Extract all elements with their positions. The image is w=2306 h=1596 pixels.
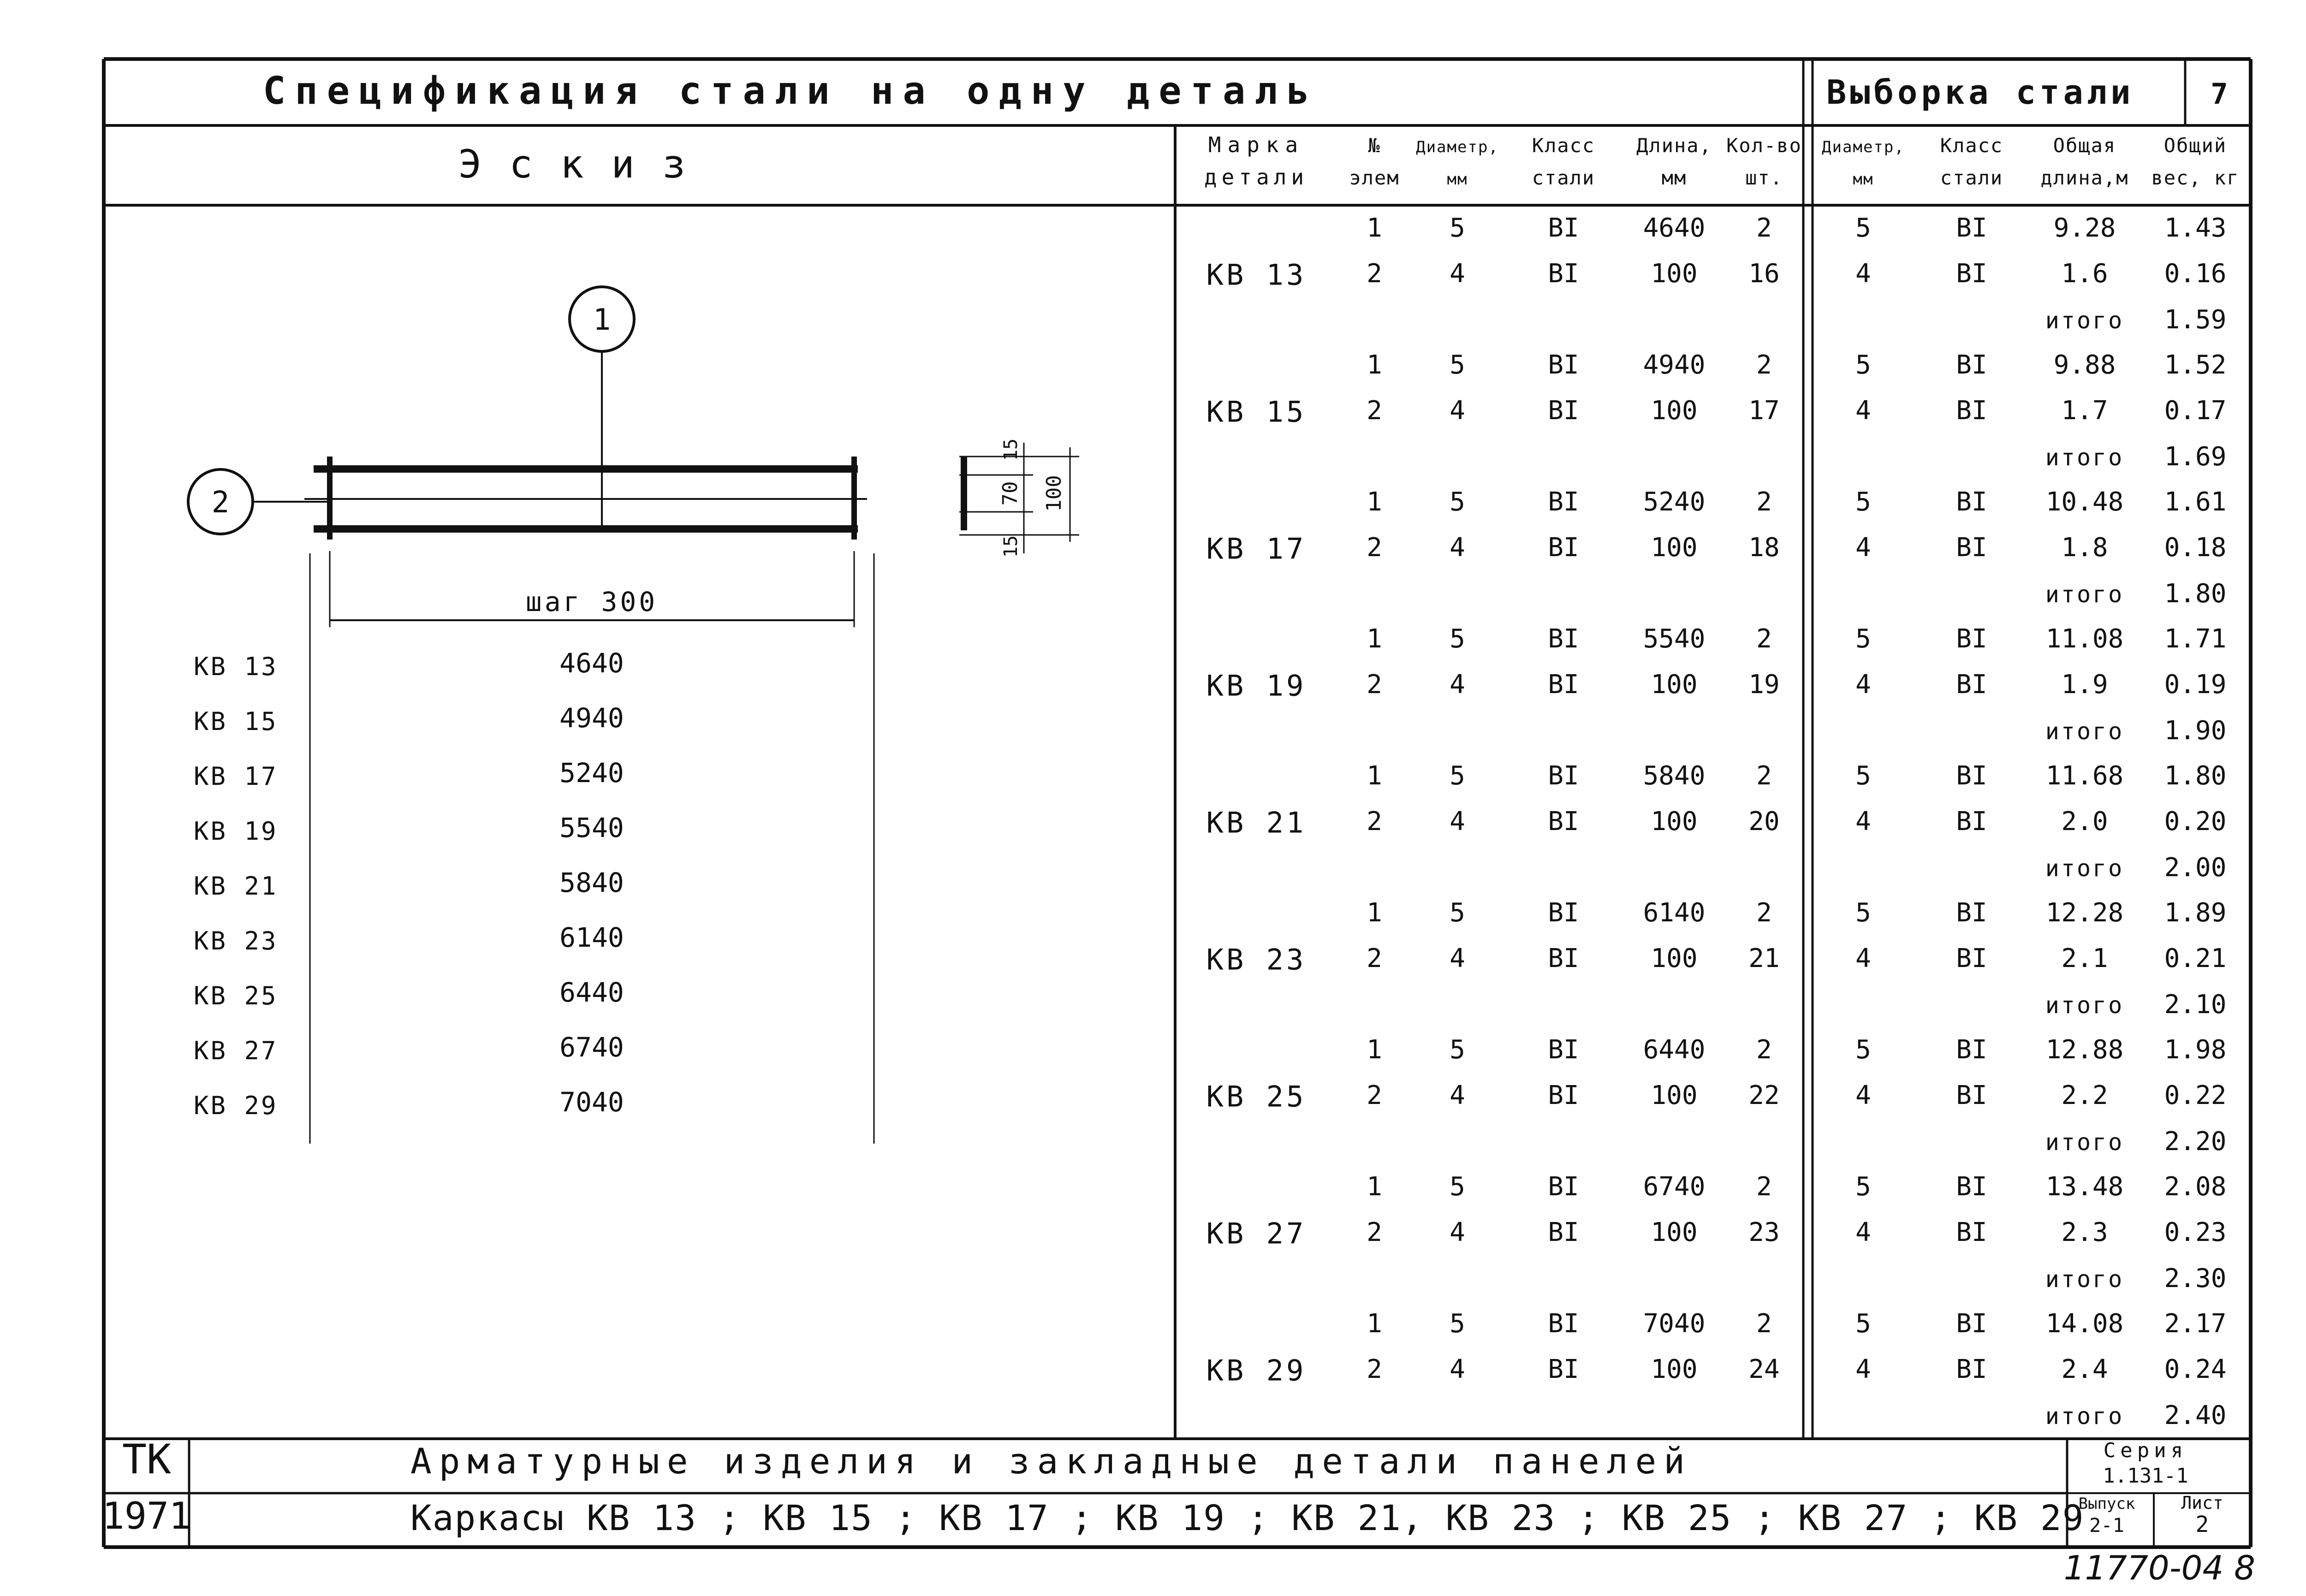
step-label: шаг 300: [525, 586, 658, 617]
spec-cell: 0.22: [2164, 1080, 2227, 1110]
section-dim-top: 15: [1000, 438, 1022, 461]
spec-cell: 1: [1367, 487, 1382, 517]
spec-cell: 4: [1855, 1217, 1871, 1247]
spec-title: Спецификация стали на одну деталь: [263, 69, 1319, 113]
length-row-value: 5840: [559, 867, 624, 898]
length-row-value: 6740: [559, 1032, 624, 1063]
sheet-label: Лист: [2181, 1493, 2223, 1513]
length-row-mark: КВ 21: [194, 872, 278, 901]
spec-cell: BI: [1548, 1172, 1579, 1202]
total-weight: 2.30: [2164, 1264, 2227, 1293]
detail-mark: КВ 15: [1206, 395, 1307, 429]
spec-cell: 1: [1367, 350, 1382, 380]
spec-header-10-line1: Общий: [2163, 134, 2227, 157]
callout-2-label: 2: [211, 486, 230, 520]
spec-cell: 5540: [1643, 624, 1706, 654]
footer-title-line2: Каркасы КВ 13 ; КВ 15 ; КВ 17 ; КВ 19 ; КВ 21, КВ 23 ; КВ 25 ; КВ 27 ; КВ 29: [410, 1497, 2085, 1538]
total-weight: 1.80: [2164, 579, 2227, 609]
total-label: итого: [2045, 718, 2124, 745]
spec-cell: BI: [1548, 1080, 1579, 1110]
spec-cell: 4640: [1643, 213, 1706, 243]
spec-header-2-line2: элем: [1349, 166, 1400, 189]
spec-cell: 2: [1367, 807, 1382, 837]
spec-header-2-line1: №: [1368, 134, 1381, 157]
spec-cell: 2.1: [2061, 943, 2108, 973]
spec-cell: 5: [1855, 213, 1871, 243]
spec-header-7-line2: мм: [1853, 170, 1874, 189]
series-label: Серия: [2103, 1439, 2188, 1462]
spec-cell: 4: [1450, 807, 1465, 837]
spec-cell: BI: [1548, 670, 1579, 700]
length-row-mark: КВ 17: [194, 762, 278, 791]
frame-lines: [104, 59, 2251, 1547]
spec-cell: 5: [1855, 761, 1871, 791]
spec-cell: 5: [1855, 898, 1871, 928]
spec-cell: 22: [1748, 1080, 1780, 1110]
sketch-drawing: [188, 287, 1079, 1144]
spec-cell: 5: [1855, 1309, 1871, 1339]
spec-cell: 100: [1651, 807, 1698, 837]
spec-cell: 100: [1651, 1217, 1698, 1247]
spec-cell: 1: [1367, 761, 1382, 791]
length-row-value: 5240: [559, 757, 624, 789]
length-row-value: 4640: [559, 647, 624, 679]
series-value: 1.131-1: [2103, 1464, 2188, 1488]
spec-cell: 5: [1450, 487, 1465, 517]
spec-cell: BI: [1548, 1217, 1579, 1247]
spec-header-7-line1: Диаметр,: [1822, 138, 1905, 156]
spec-cell: 6440: [1643, 1035, 1706, 1065]
spec-cell: 1: [1367, 898, 1382, 928]
spec-cell: 100: [1651, 670, 1698, 700]
total-weight: 2.20: [2164, 1127, 2227, 1157]
sketch-title: Эскиз: [458, 142, 713, 187]
spec-cell: 5: [1450, 1172, 1465, 1202]
spec-cell: 5: [1450, 761, 1465, 791]
total-label: итого: [2045, 855, 2124, 882]
spec-cell: 1.6: [2061, 259, 2108, 289]
spec-cell: BI: [1956, 1217, 1987, 1247]
spec-cell: BI: [1548, 807, 1579, 837]
spec-cell: 13.48: [2045, 1172, 2124, 1202]
spec-table-body: [1175, 213, 2251, 1438]
section-dim-bottom: 15: [1000, 535, 1022, 558]
length-row-mark: КВ 23: [194, 926, 278, 955]
spec-cell: BI: [1548, 1035, 1579, 1065]
section-dim-mid: 70: [998, 481, 1022, 506]
spec-cell: 4: [1450, 1354, 1465, 1384]
footer-year: 1971: [102, 1495, 191, 1537]
spec-cell: 6140: [1643, 898, 1706, 928]
spec-cell: 2: [1367, 670, 1382, 700]
spec-cell: BI: [1956, 259, 1987, 289]
spec-header-5-line1: Длина,: [1636, 134, 1712, 157]
spec-cell: 21: [1748, 943, 1780, 973]
spec-cell: 1: [1367, 624, 1382, 654]
spec-header-8-line1: Класс: [1940, 134, 2003, 157]
length-row-mark: КВ 19: [194, 817, 278, 846]
archive-number: 11770-04 8: [2063, 1549, 2255, 1587]
spec-cell: BI: [1956, 1354, 1987, 1384]
spec-cell: BI: [1548, 259, 1579, 289]
spec-cell: BI: [1548, 396, 1579, 426]
spec-header-6-line2: шт.: [1745, 166, 1783, 189]
spec-cell: 2: [1367, 259, 1382, 289]
spec-cell: 18: [1748, 533, 1780, 563]
spec-cell: 0.18: [2164, 533, 2227, 563]
spec-header-4-line1: Класс: [1532, 134, 1595, 157]
spec-cell: 1.71: [2164, 624, 2227, 654]
spec-cell: 14.08: [2045, 1309, 2124, 1339]
spec-cell: 4940: [1643, 350, 1706, 380]
spec-cell: 100: [1651, 533, 1698, 563]
spec-cell: 2.4: [2061, 1354, 2108, 1384]
issue-label: Выпуск: [2078, 1495, 2135, 1513]
spec-cell: 5: [1450, 1309, 1465, 1339]
spec-cell: 0.20: [2164, 807, 2227, 837]
spec-header-10-line2: вес, кг: [2151, 166, 2240, 189]
spec-cell: 2: [1756, 1172, 1772, 1202]
spec-cell: BI: [1956, 1035, 1987, 1065]
spec-cell: BI: [1548, 1354, 1579, 1384]
spec-cell: 2.3: [2061, 1217, 2108, 1247]
spec-cell: 4: [1855, 533, 1871, 563]
spec-cell: BI: [1548, 213, 1579, 243]
sheet-corner-number: 7: [2211, 77, 2228, 111]
total-weight: 1.69: [2164, 442, 2227, 472]
spec-header-9-line1: Общая: [2053, 134, 2116, 157]
spec-cell: BI: [1548, 624, 1579, 654]
spec-cell: 2: [1367, 1354, 1382, 1384]
sample-title: Выборка стали: [1826, 73, 2134, 112]
spec-cell: 9.28: [2053, 213, 2116, 243]
spec-cell: 4: [1855, 396, 1871, 426]
spec-cell: 5: [1855, 1035, 1871, 1065]
spec-cell: 2: [1756, 761, 1772, 791]
spec-cell: 0.16: [2164, 259, 2227, 289]
spec-cell: 2: [1367, 1080, 1382, 1110]
section-dim-total: 100: [1042, 475, 1066, 512]
spec-cell: 5: [1855, 1172, 1871, 1202]
spec-cell: 1: [1367, 1172, 1382, 1202]
spec-header-1-line1: Марка: [1208, 132, 1305, 157]
spec-cell: 23: [1748, 1217, 1780, 1247]
spec-cell: 2.0: [2061, 807, 2108, 837]
spec-cell: 2: [1756, 898, 1772, 928]
total-weight: 2.40: [2164, 1400, 2227, 1430]
spec-cell: 2: [1367, 943, 1382, 973]
detail-mark: КВ 17: [1206, 532, 1307, 566]
detail-mark: КВ 25: [1206, 1080, 1307, 1114]
length-row-value: 5540: [559, 812, 624, 843]
total-label: итого: [2045, 1403, 2124, 1430]
footer-org: ТК: [122, 1436, 171, 1483]
spec-cell: BI: [1956, 533, 1987, 563]
spec-cell: BI: [1956, 1172, 1987, 1202]
spec-cell: BI: [1548, 943, 1579, 973]
spec-cell: BI: [1548, 761, 1579, 791]
spec-cell: 4: [1450, 396, 1465, 426]
spec-cell: 4: [1450, 1080, 1465, 1110]
spec-cell: 20: [1748, 807, 1780, 837]
total-label: итого: [2045, 1266, 2124, 1293]
spec-cell: 4: [1855, 1080, 1871, 1110]
spec-cell: 4: [1855, 807, 1871, 837]
issue-value: 2-1: [2089, 1514, 2124, 1537]
footer-title-line1: Арматурные изделия и закладные детали панелей: [410, 1441, 1693, 1482]
spec-cell: 2: [1756, 350, 1772, 380]
spec-cell: 1: [1367, 1309, 1382, 1339]
total-label: итого: [2045, 992, 2124, 1019]
spec-cell: 0.21: [2164, 943, 2227, 973]
detail-mark: КВ 13: [1206, 258, 1307, 292]
spec-cell: 0.23: [2164, 1217, 2227, 1247]
spec-cell: 6740: [1643, 1172, 1706, 1202]
total-weight: 1.59: [2164, 305, 2227, 335]
total-weight: 1.90: [2164, 716, 2227, 746]
spec-cell: 0.17: [2164, 396, 2227, 426]
spec-cell: 1: [1367, 213, 1382, 243]
length-row-mark: КВ 13: [194, 652, 278, 681]
spec-cell: 1.52: [2164, 350, 2227, 380]
spec-cell: BI: [1956, 1309, 1987, 1339]
spec-header-9-line2: длина,м: [2040, 166, 2129, 189]
spec-cell: BI: [1548, 350, 1579, 380]
spec-cell: BI: [1548, 1309, 1579, 1339]
spec-cell: 4: [1450, 259, 1465, 289]
length-row-value: 7040: [559, 1086, 624, 1118]
spec-cell: 5: [1450, 350, 1465, 380]
detail-mark: КВ 23: [1206, 943, 1307, 977]
detail-mark: КВ 21: [1206, 806, 1307, 840]
spec-cell: 2.17: [2164, 1309, 2227, 1339]
length-row-mark: КВ 29: [194, 1091, 278, 1120]
total-weight: 2.10: [2164, 990, 2227, 1020]
spec-header-3-line2: мм: [1447, 170, 1468, 189]
spec-cell: 17: [1748, 396, 1780, 426]
spec-cell: 5: [1450, 898, 1465, 928]
spec-cell: 10.48: [2045, 487, 2124, 517]
spec-cell: 5: [1450, 1035, 1465, 1065]
spec-cell: 4: [1450, 1217, 1465, 1247]
spec-cell: 1.43: [2164, 213, 2227, 243]
spec-cell: BI: [1548, 533, 1579, 563]
spec-cell: 12.88: [2045, 1035, 2124, 1065]
spec-cell: 4: [1450, 670, 1465, 700]
spec-cell: 4: [1855, 943, 1871, 973]
length-row-value: 6440: [559, 977, 624, 1008]
spec-cell: 2: [1756, 487, 1772, 517]
spec-cell: BI: [1956, 1080, 1987, 1110]
spec-cell: 4: [1855, 670, 1871, 700]
sheet-value: 2: [2195, 1512, 2209, 1537]
detail-mark: КВ 27: [1206, 1216, 1307, 1251]
spec-cell: 1: [1367, 1035, 1382, 1065]
length-list: [164, 647, 876, 1121]
spec-header-6-line1: Кол-во: [1726, 134, 1802, 157]
length-row-value: 4940: [559, 702, 624, 734]
spec-cell: 7040: [1643, 1309, 1706, 1339]
spec-cell: BI: [1548, 487, 1579, 517]
spec-cell: 0.19: [2164, 670, 2227, 700]
spec-cell: 100: [1651, 943, 1698, 973]
spec-cell: 4: [1450, 533, 1465, 563]
spec-cell: 2: [1756, 1309, 1772, 1339]
spec-cell: BI: [1956, 213, 1987, 243]
spec-cell: 4: [1855, 259, 1871, 289]
spec-cell: BI: [1956, 396, 1987, 426]
spec-cell: 11.68: [2045, 761, 2124, 791]
callout-1-label: 1: [593, 303, 611, 337]
spec-cell: 16: [1748, 259, 1780, 289]
spec-cell: 0.24: [2164, 1354, 2227, 1384]
spec-cell: 5: [1855, 487, 1871, 517]
spec-cell: 1.98: [2164, 1035, 2227, 1065]
total-label: итого: [2045, 307, 2124, 334]
total-label: итого: [2045, 581, 2124, 608]
spec-cell: 5240: [1643, 487, 1706, 517]
spec-cell: 4: [1855, 1354, 1871, 1384]
spec-cell: 100: [1651, 259, 1698, 289]
spec-cell: 2: [1367, 533, 1382, 563]
spec-cell: 5: [1450, 624, 1465, 654]
length-row-value: 6140: [559, 922, 624, 953]
spec-header-3-line1: Диаметр,: [1416, 138, 1499, 156]
spec-cell: BI: [1956, 943, 1987, 973]
spec-header-4-line2: стали: [1532, 166, 1595, 189]
spec-cell: BI: [1956, 807, 1987, 837]
spec-cell: 9.88: [2053, 350, 2116, 380]
spec-cell: 1.8: [2061, 533, 2108, 563]
spec-cell: 2: [1756, 213, 1772, 243]
spec-cell: BI: [1956, 350, 1987, 380]
spec-cell: BI: [1956, 898, 1987, 928]
spec-cell: 2: [1367, 1217, 1382, 1247]
spec-cell: BI: [1548, 898, 1579, 928]
total-label: итого: [2045, 1129, 2124, 1156]
spec-header-8-line2: стали: [1940, 166, 2003, 189]
spec-cell: 1.80: [2164, 761, 2227, 791]
spec-cell: 2: [1756, 1035, 1772, 1065]
spec-cell: 4: [1450, 943, 1465, 973]
spec-cell: 5: [1855, 624, 1871, 654]
spec-cell: 1.89: [2164, 898, 2227, 928]
spec-cell: BI: [1956, 670, 1987, 700]
spec-cell: 2.2: [2061, 1080, 2108, 1110]
spec-cell: 2: [1367, 396, 1382, 426]
spec-cell: 100: [1651, 396, 1698, 426]
length-row-mark: КВ 27: [194, 1036, 278, 1065]
spec-cell: 19: [1748, 670, 1780, 700]
spec-cell: 5: [1855, 350, 1871, 380]
detail-mark: КВ 19: [1206, 669, 1307, 703]
total-weight: 2.00: [2164, 853, 2227, 883]
spec-cell: 2.08: [2164, 1172, 2227, 1202]
spec-cell: 100: [1651, 1354, 1698, 1384]
spec-cell: 12.28: [2045, 898, 2124, 928]
spec-cell: 5: [1450, 213, 1465, 243]
length-row-mark: КВ 15: [194, 707, 278, 736]
spec-cell: 1.7: [2061, 396, 2108, 426]
spec-cell: 100: [1651, 1080, 1698, 1110]
spec-cell: 1.61: [2164, 487, 2227, 517]
spec-cell: 5840: [1643, 761, 1706, 791]
spec-header-5-line2: мм: [1661, 166, 1687, 189]
spec-header-1-line2: детали: [1204, 165, 1309, 190]
spec-cell: 1.9: [2061, 670, 2108, 700]
detail-mark: КВ 29: [1206, 1353, 1307, 1388]
length-row-mark: КВ 25: [194, 981, 278, 1010]
spec-cell: BI: [1956, 761, 1987, 791]
total-label: итого: [2045, 444, 2124, 471]
spec-cell: BI: [1956, 487, 1987, 517]
spec-cell: BI: [1956, 624, 1987, 654]
spec-cell: 11.08: [2045, 624, 2124, 654]
spec-cell: 2: [1756, 624, 1772, 654]
spec-cell: 24: [1748, 1354, 1780, 1384]
